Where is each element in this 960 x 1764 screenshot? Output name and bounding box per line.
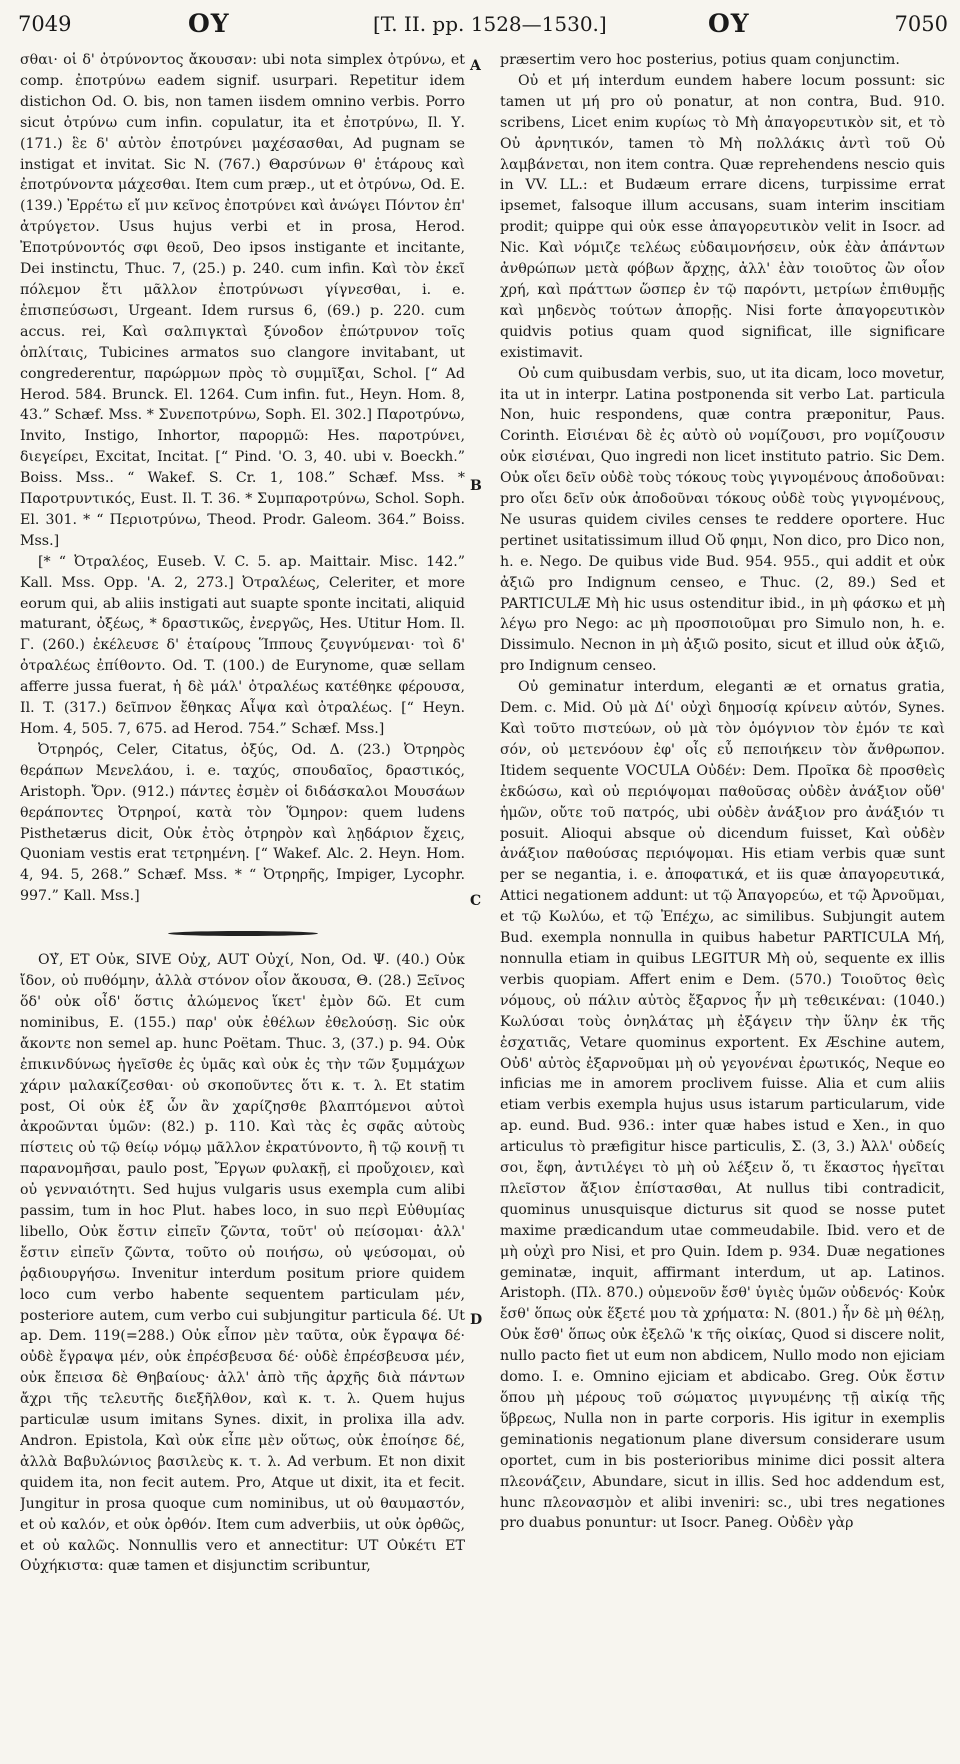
page-number-left: 7049 — [18, 12, 72, 36]
paragraph-ou-me: Οὐ et μή interdum eundem habere locum possunt: sic tamen ut μή pro οὐ ponatur, at non contra, Bud. 910. scribens, Licet enim κυρίως τὸ Μὴ ἀπαγορευτικὸν sit, et τὸ Οὐ ἀρνητικόν, tamen τὸ Μὴ πολλάκις ἀντὶ τοῦ Οὐ λαμβάνεται, non item contra. Quæ reprehendens nescio quis in VV. LL.: et Budæum errare dicens, turpissime errat ipsemet, falsoque illum accusans, suam interim inscitiam prodit; quippe qui οὐκ esse ἀπαγορευτικὸν velit in Isocr. ad Nic. Καὶ νόμιζε τελέως εὐδαιμονήσειν, οὐκ ἐὰν ἁπάντων ἀνθρώπων μετὰ φόβων ἄρχῃς, ἀλλ' ἐὰν τοιοῦτος ὢν οἷον χρή, καὶ πράττων ὥσπερ ἐν τῷ παρόντι, μετρίων ἐπιθυμῇς καὶ μηδενὸς τούτων ἀπορῇς. Nisi forte ἀπαγορευτικὸν quidvis potius quam quod significat, ille significare existimavit. — [500, 72, 945, 361]
running-header — [18, 6, 948, 42]
entry-otreros: Ὀτρηρός, Celer, Citatus, ὀξύς, Od. Δ. (23.) Ὀτρηρὸς θεράπων Μενελάου, i. e. ταχύς, σπουδαῖος, δραστικός, Aristoph. Ὄρν. (912.) πάντες ἐσμὲν οἱ διδάσκαλοι Μουσάων θεράποντες Ὀτρηροί, κατὰ τὸν Ὅμηρον: quem ludens Pisthetærus dicit, Οὐκ ἐτὸς ὀτρηρὸν καὶ λῃδάριον ἔχεις, Quoniam vestis erat τετρημένη. [“ Wakef. Alc. 2. Heyn. Hom. 4, 94. 5, 268.” Schæf. Mss. * “ Ὀτρηρῆς, Impiger, Lycophr. 997.” Kall. Mss.] — [20, 741, 465, 905]
paragraph-continuation: præsertim vero hoc posterius, potius quam conjunctim. — [500, 52, 900, 68]
section-divider — [168, 931, 318, 936]
page-number-right: 7050 — [894, 12, 948, 36]
volume-page-range: [T. II. pp. 1528—1530.] — [373, 12, 607, 36]
entry-otraleos: [* “ Ὀτραλέος, Euseb. V. C. 5. ap. Maittair. Misc. 142.” Kall. Mss. Opp. 'A. 2, 273.] Ὀτραλέως, Celeriter, et more eorum qui, ab aliis instigati aut suapte sponte incitati, aliquid maturant, ὀξέως, * δραστικῶς, ἐνεργῶς, Hes. Utitur Hom. Il. Γ. (260.) ἐκέλευσε δ' ἑταίρους Ἵππους ζευγνύμεναι· τοὶ δ' ὀτραλέως ἐπίθοντο. Od. T. (100.) de Eurynome, quæ sellam afferre jussa fuerat, ἡ δὲ μάλ' ὀτραλέως κατέθηκε φέρουσα, Il. T. (317.) δεῖπνον ἔθηκας Αἶψα καὶ ὀτραλέως. [“ Heyn. Hom. 4, 505. 7, 675. ad Herod. 754.” Schæf. Mss.] — [20, 553, 465, 737]
entry-epotruno: σθαι· οἱ δ' ὀτρύνοντος ἄκουσαν: ubi nota simplex ὀτρύνω, et comp. ἐποτρύνω eadem signif. usurpari. Repetitur idem distichon Od. O. bis, non tamen iisdem omnino verbis. Porro sicut ὀτρύνω cum infin. copulatur, ita et ἐποτρύνω, Il. Υ. (171.) ἓε δ' αὐτὸν ἐποτρύνει μαχέσασθαι, Ad pugnam se instigat et invitat. Sic N. (767.) Θαρσύνων θ' ἑτάρους καὶ ἐποτρύνοντα μάχεσθαι. Item cum præp., ut et ὀτρύνω, Od. E. (139.) Ἐρρέτω εἴ μιν κεῖνος ἐποτρύνει καὶ ἀνώγει Πόντον ἐπ' ἀτρύγετον. Usus hujus verbi et in prosa, Herod. Ἐποτρύνοντός σφι θεοῦ, Deo ipsos instigante et incitante, Dei instinctu, Thuc. 7, (25.) p. 240. cum infin. Καὶ τὸν ἐκεῖ πόλεμον ἔτι μᾶλλον ἐποτρύνωσι γίγνεσθαι, i. e. ἐπισπεύσωσι, Urgeant. Idem rursus 6, (69.) p. 220. cum accus. rei, Καὶ σαλπιγκταὶ ξύνοδον ἐπώτρυνον τοῖς ὁπλίταις, Tubicines armatos suo clangore invitabant, ut congrederentur, παρώρμων πρὸς τὸ συμμῖξαι, Schol. [“ Ad Herod. 584. Brunck. El. 1264. Cum infin. fut., Heyn. Hom. 8, 43.” Schæf. Mss. * Συνεποτρύνω, Soph. El. 302.] Παροτρύνω, Invito, Instigo, Inhortor, παρορμῶ: Hes. παροτρύνει, διεγείρει, Excitat, Incitat. [“ Pind. 'O. 3, 40. ubi v. Boeckh.” Boiss. Mss.. “ Wakef. S. Cr. 1, 108.” Schæf. Mss. * Παροτρυντικός, Eust. Il. T. 36. * Συμπαροτρύνω, Schol. Soph. El. 301. * “ Περιοτρύνω, Theod. Prodr. Galeom. 364.” Boiss. Mss.] — [20, 52, 465, 549]
margin-letter-d: D — [470, 1312, 483, 1328]
paragraph-ou-position: Οὐ cum quibusdam verbis, suo, ut ita dicam, loco movetur, ita ut in interpr. Latina postponenda sit verbo Lat. particula Non, huic respondens, quæ contra præponitur, Paus. Corinth. Εἰσιέναι δὲ ἐς αὐτὸ οὐ νομίζουσι, pro νομίζουσιν οὐκ εἰσιέναι, Quo ingredi non licet instituto patrio. Sic Dem. Οὐκ οἴει δεῖν οὐδὲ τοὺς τόκους τοὺς γιγνομένους ἀποδοῦναι: pro οἴει δεῖν οὐκ ἀποδοῦναι τόκους οὐδὲ τοὺς γιγνομένους, Ne usuras quidem civiles censes te reddere oportere. Huc pertinet usitatissimum illud Οὔ φημι, Non dico, pro Dico non, h. e. Nego. De quibus vide Bud. 954. 955., qui addit et οὐκ ἀξιῶ pro Indignum censeo, e Thuc. (2, 89.) Sed et PARTICULÆ Μὴ hic usus ostenditur ibid., in μὴ φάσκω et μὴ λέγω pro Nego: ac μὴ προσποιοῦμαι pro Simulo non, h. e. Dissimulo. Necnon in μὴ ἀξιῶ posito, sicut et illud οὐκ ἀξιῶ, pro Indignum censeo. — [500, 365, 945, 675]
left-column — [20, 50, 465, 1750]
entry-ou: ΟΥ̓, ET Οὐκ, SIVE Οὐχ, AUT Οὐχί, Non, Od. Ψ. (40.) Οὐκ ἴδον, οὐ πυθόμην, ἀλλὰ στόνον οἶον ἄκουσα, Θ. (28.) Ξεῖνος ὅδ' οὐκ οἶδ' ὅστις ἀλώμενος ἵκετ' ἐμὸν δῶ. Et cum nominibus, E. (155.) παρ' οὐκ ἐθέλων ἐθελούσῃ. Sic οὐκ ἄκοντε non semel ap. hunc Poëtam. Thuc. 3, (37.) p. 94. Οὐκ ἐπικινδύνως ἡγεῖσθε ἐς ὑμᾶς καὶ οὐκ ἐς τὴν τῶν ξυμμάχων χάριν μαλακίζεσθαι· οὐ σκοποῦντες ὅτι κ. τ. λ. Et statim post, Οἱ οὐκ ἐξ ὧν ἂν χαρίζησθε βλαπτόμενοι αὐτοὶ ἀκροῶνται ὑμῶν: (82.) p. 110. Καὶ τὰς ἐς σφᾶς αὐτοὺς πίστεις οὐ τῷ θείῳ νόμῳ μᾶλλον ἐκρατύνοντο, ἢ τῷ κοινῇ τι παρανομῆσαι, paulo post, Ἔργων φυλακῇ, εἰ προὔχοιεν, καὶ οὐ γενναιότητι. Sed hujus vulgaris usus exempla cum alibi passim, tum in hoc Plut. habes loco, in suo περὶ Εὐθυμίας libello, Οὐκ ἔστιν εἰπεῖν ζῶντα, τοῦτ' οὐ πείσομαι· ἀλλ' ἔστιν εἰπεῖν ζῶντα, τοῦτο οὐ ποιήσω, οὐ ψεύσομαι, οὐ ῥᾳδιουργήσω. Invenitur interdum positum priore quidem loco cum verbo habente sequentem particulam μέν, posteriore autem, cum verbo cui subjungitur particula δέ. Ut ap. Dem. 119(=288.) Οὐκ εἶπον μὲν ταῦτα, οὐκ ἔγραψα δέ· οὐδὲ ἔγραψα μέν, οὐκ ἐπρέσβευσα δέ· οὐδὲ ἐπρέσβευσα μέν, οὐκ ἔπεισα δὲ Θηβαίους· ἀλλ' ἀπὸ τῆς ἀρχῆς διὰ πάντων ἄχρι τῆς τελευτῆς διεξῆλθον, καὶ κ. τ. λ. Quem hujus particulæ usum imitans Synes. dixit, in prolixa illa adv. Andron. Epistola, Καὶ οὐκ εἶπε μὲν οὕτως, οὐκ ἐποίησε δέ, ἀλλὰ Βαβυλώνιος βασιλεὺς κ. τ. λ. Ad verbum. Et non dixit quidem ita, non fecit autem. Pro, Atque ut dixit, ita et fecit. Jungitur in prosa quoque cum nominibus, ut οὐ θαυμαστόν, et οὐ καλόν, et οὐκ ὀρθόν. Item cum adverbiis, ut οὐκ ὀρθῶς, et οὐ καλῶς. Nonnullis vero et annectitur: UT Οὐκέτι ET Οὐχήκιστα: quæ tamen et disjunctim scribuntur, — [20, 952, 465, 1575]
margin-letter-b: B — [470, 478, 482, 494]
paragraph-ou-geminatur: Οὐ geminatur interdum, eleganti æ et ornatus gratia, Dem. c. Mid. Οὐ μὰ Δί' οὐχὶ δημοσίᾳ κρίνειν αὐτόν, Synes. Καὶ τοῦτο πιστεύων, οὐ μὰ τὸν ὁμόγνιον τὸν ἐμόν τε καὶ σόν, οὐ μετενόουν ἐφ' οἷς εὖ πεποιήκειν τὸν ἄνθρωπον. Itidem sequente VOCULA Οὐδέν: Dem. Προῖκα δὲ προσθεὶς ἐκδώσω, καὶ οὐ περιόψομαι παθοῦσας οὐδὲν ἀνάξιον οὔθ' ἡμῶν, οὔτε τοῦ πατρός, ubi οὐδὲν ἀνάξιον pro ἀνάξιόν τι posuit. Alioqui absque οὐ dicendum fuisset, Καὶ οὐδὲν ἀνάξιον παθούσας περιόψομαι. His etiam verbis quæ sunt per se negantia, i. e. ἀποφατικά, et iis quæ ἀπαγορευτικά, Attici negationem addunt: ut τῷ Ἀπαγορεύω, et τῷ Ἀρνοῦμαι, et τῷ Κωλύω, et τῷ Ἐπέχω, ac similibus. Subjungit autem Bud. exempla nonnulla in quibus habetur PARTICULA Μή, nonnulla etiam in quibus LEGITUR Μὴ οὐ, sequente ex illis verbis quopiam. Affert enim e Dem. (570.) Τοιοῦτος θεὶς νόμους, οὐ πάλιν αὐτὸς ἔξαρνος ἦν μὴ τεθεικέναι: (1040.) Κωλύσαι τοὺς ὀνηλάτας μὴ ἐξάγειν τὴν ὕλην ἐκ τῆς ἐσχατιᾶς, Vetare quominus exportent. Ex Æschine autem, Οὐδ' αὐτὸς ἐξαρνοῦμαι μὴ οὐ γεγονέναι ἐρωτικός, Neque eo inficias me in amorem proclivem fuisse. Alia et cum aliis etiam verbis exempla hujus usus istarum particularum, vide ap. eund. Bud. 936.: inter quæ habes istud e Xen., in quo articulus τὸ præfigitur hisce particulis, Σ. (3, 3.) Ἀλλ' οὐδείς σοι, ἔφη, ἀντιλέγει τὸ μὴ οὐ λέξειν ὅ, τι ἕκαστος ἡγεῖται πλεῖστον ἄξιον ἐπίστασθαι, At nullus tibi contradicit, quominus unusquisque dicturus sit quod se nosse putet maxime prædicandum utae commeudabile. Ibid. vero et de μὴ οὐχὶ pro Nisi, et pro Quin. Idem p. 934. Duæ negationes geminatæ, inquit, affirmant interdum, ut ap. Latinos. Aristoph. (Πλ. 870.) οὐμενοῦν ἔσθ' ὑγιὲς ὑμῶν οὐδενός· Κοὐκ ἔσθ' ὅπως οὐκ ἕξετέ μου τὰ χρήματα: N. (801.) ἦν δὲ μὴ θέλῃ, Οὐκ ἔσθ' ὅπως οὐκ ἐξελῶ 'κ τῆς οἰκίας, Quod si discere nolit, nullo pacto fiet ut eum non abdicem, Nullo modo non ejiciam domo. I. e. Omnino ejiciam et abdicabo. Greg. Οὐκ ἔστιν ὅπου μὴ μέρους τοῦ σώματος μιγνυμένης τῇ αἰκίᾳ τῆς ὕβρεως, Nulla non in parte corporis. His igitur in exemplis geminationis negationum plane diversum considerare usum oportet, cum in bis posterioribus minime dici possit altera πλεονάζειν, Abundare, sicut in illis. Sed hoc addendum est, hunc πλεονασμὸν et alibi inveniri: sc., ubi tres negationes pro duabus ponuntur: ut Isocr. Paneg. Οὐδὲν γὰρ — [500, 679, 945, 1532]
margin-letter-a: A — [470, 58, 481, 74]
running-headword-left: ΟΥ — [188, 9, 230, 38]
running-headword-right: ΟΥ — [708, 9, 750, 38]
right-column — [500, 50, 945, 1750]
margin-letter-c: C — [470, 893, 482, 909]
